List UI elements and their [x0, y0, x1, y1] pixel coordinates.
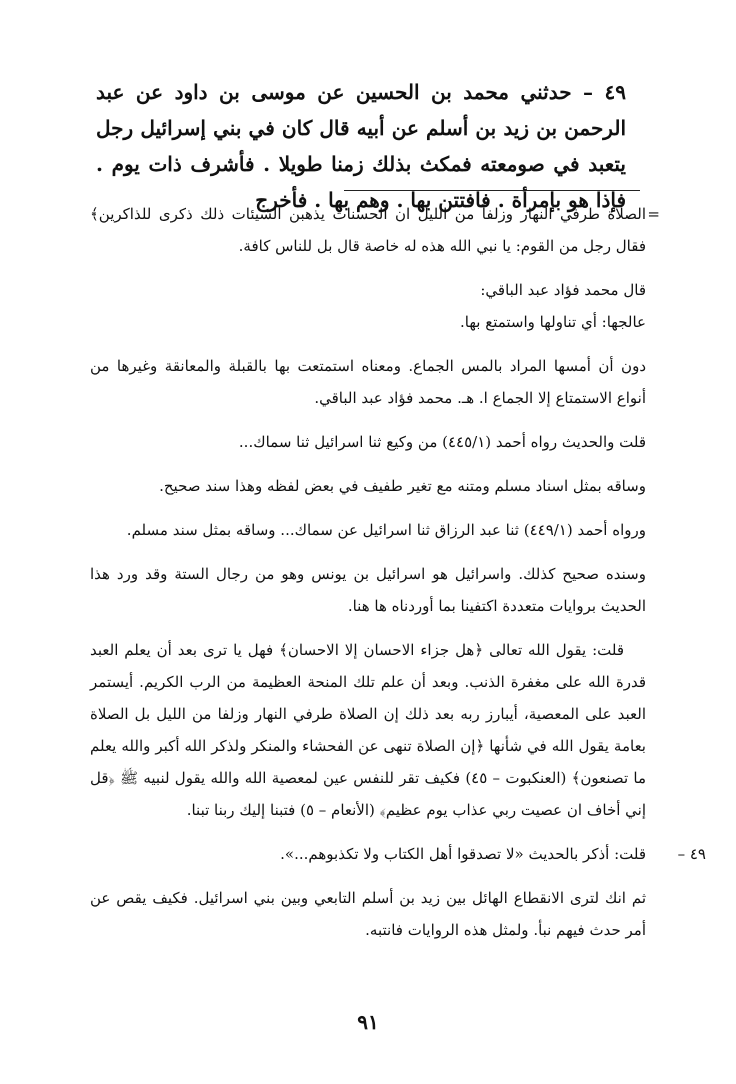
- page-number: ٩١: [357, 1010, 379, 1034]
- footnote-text: الصلاة طرفي النهار وزلفاً من الليل ان الحسنات يذهبن السيئات ذلك ذكرى للذاكرين﴾ فقال رجل من القوم: يا نبي الله هذه له خاصة قال بل للناس كافة.: [90, 205, 646, 255]
- footnote-authentication: وسنده صحيح كذلك. واسرائيل هو اسرائيل بن يونس وهو من رجال الستة وقد ورد هذا الحديث بروايات متعددة اكتفينا بما أوردناه ها هنا.: [90, 565, 646, 615]
- footnote-divider: [344, 190, 640, 191]
- footnote-number: ٤٩ –: [677, 845, 706, 863]
- footnote-49-text: قلت: أذكر بالحديث «لا تصدقوا أهل الكتاب ولا تكذبوهم...».: [280, 845, 646, 863]
- footnote-chain-note: وساقه بمثل اسناد مسلم ومتنه مع تغير طفيف في بعض لفظه وهذا سند صحيح.: [159, 477, 646, 495]
- continuation-mark: =: [647, 205, 660, 223]
- footnote-closing: ثم انك لترى الانقطاع الهائل بين زيد بن أسلم التابعي وبين بني اسرائيل. فكيف يقص عن أمر حدث فيهم نبأ. ولمثل هذه الروايات فانتبه.: [90, 889, 646, 939]
- footnote-commentary: قلت: يقول الله تعالى ﴿هل جزاء الاحسان إلا الاحسان﴾ فهل يا ترى بعد أن يعلم العبد قدرة الله على مغفرة الذنب. وبعد أن علم تلك المنحة العظيمة من الرب الكريم. أيستمر العبد على المعصية، أيبارز ربه بعد ذلك إن الصلاة طرفي النهار وزلفا من الليل بل الصلاة بعامة يقول الله في شأنها ﴿إن الصلاة تنهى عن الفحشاء والمنكر ولذكر الله أكبر والله يعلم ما تصنعون﴾ (العنكبوت – ٤٥) فكيف تقر للنفس عين لمعصية الله والله يقول لنبيه ﷺ ﴿قل إني أخاف ان عصيت ربي عذاب يوم عظيم﴾ (الأنعام – ٥) فتبنا إليك ربنا تبنا.: [90, 641, 646, 819]
- footnote-attribution: قال محمد فؤاد عبد الباقي:: [480, 281, 646, 299]
- footnote-second-source: ورواه أحمد (٤٤٩/١) ثنا عبد الرزاق ثنا اسرائيل عن سماك... وساقه بمثل سند مسلم.: [126, 521, 646, 539]
- main-text-paragraph: ٤٩ – حدثني محمد بن الحسين عن موسى بن داود عن عبد الرحمن بن زيد بن أسلم عن أبيه قال كان في بني إسرائيل رجل يتعبد في صومعته فمكث بذلك زمنا طويلا . فأشرف ذات يوم . فإذا هو بإمرأة . فافتتن بها . وهم بها . فأخرج: [96, 80, 626, 212]
- footnote-hadith-source: قلت والحديث رواه أحمد (٤٤٥/١) من وكيع ثنا اسرائيل ثنا سماك...: [238, 433, 646, 451]
- footnote-definition: عالجها: أي تناولها واستمتع بها.: [460, 313, 646, 331]
- footnote-explanation: دون أن أمسها المراد بالمس الجماع. ومعناه استمتعت بها بالقبلة والمعانقة وغيرها من أنواع الاستمتاع إلا الجماع ا. هـ. محمد فؤاد عبد الباقي.: [90, 357, 646, 407]
- footnote-continuation: [90, 198, 660, 262]
- footnote-49: [90, 838, 706, 870]
- footnotes-section: [90, 198, 706, 958]
